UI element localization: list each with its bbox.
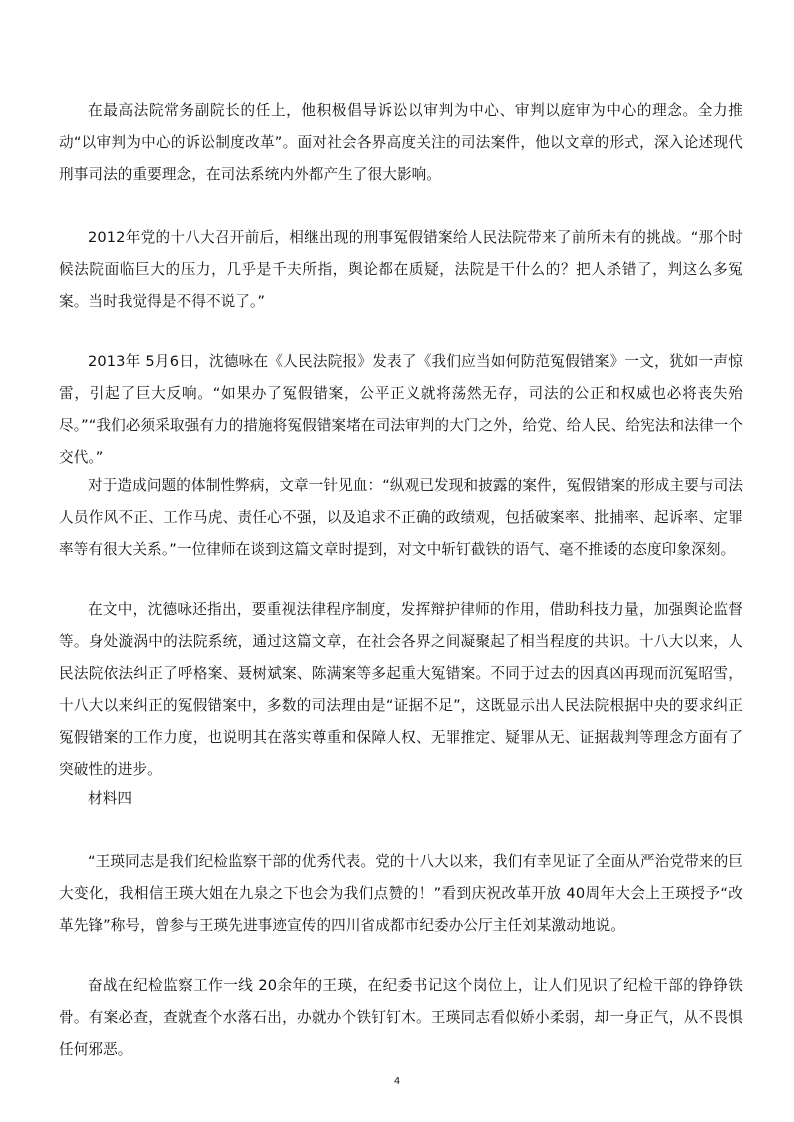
section-heading-material-four: 材料四 xyxy=(88,790,133,807)
paragraph-3: 2013年 5月6日，沈德咏在《人民法院报》发表了《我们应当如何防范冤假错案》一文，犹如一声惊雷，引起了巨大反响。“如果办了冤假错案，公平正义就将荡然无存，司法的公正和权威也必将丧失殆尽。”“我们必须采取强有力的措施将冤假错案堵在司法审判的大门之外，给党、给人民、给宪法和法律一个交代。” xyxy=(59,353,743,466)
paragraph-5: 在文中，沈德咏还指出，要重视法律程序制度，发挥辩护律师的作用，借助科技力量，加强舆论监督等。身处漩涡中的法院系统，通过这篇文章，在社会各界之间凝聚起了相当程度的共识。十八大以来，人民法院依法纠正了呼格案、聂树斌案、陈满案等多起重大冤错案。不同于过去的因真凶再现而沉冤昭雪，十八大以来纠正的冤假错案中，多数的司法理由是“证据不足”，这既显示出人民法院根据中央的要求纠正冤假错案的工作力度，也说明其在落实尊重和保障人权、无罪推定、疑罪从无、证据裁判等理念方面有了突破性的进步。 xyxy=(59,601,743,778)
paragraph-7: 奋战在纪检监察工作一线 20余年的王瑛，在纪委书记这个岗位上，让人们见识了纪检干部的铮铮铁骨。有案必查，查就查个水落石出，办就办个铁钉钉木。王瑛同志看似娇小柔弱，却一身正气，从不畏惧任何邪恶。 xyxy=(59,977,743,1058)
page-number: 4 xyxy=(393,1076,401,1087)
paragraph-6: “王瑛同志是我们纪检监察干部的优秀代表。党的十八大以来，我们有幸见证了全面从严治党带来的巨大变化，我相信王瑛大姐在九泉之下也会为我们点赞的！”看到庆祝改革开放 40周年大会上王瑛授予“改革先锋”称号，曾参与王瑛先进事迹宣传的四川省成都市纪委办公厅主任刘某激动地说。 xyxy=(59,853,743,934)
paragraph-4: 对于造成问题的体制性弊病，文章一针见血：“纵观已发现和披露的案件，冤假错案的形成主要与司法人员作风不正、工作马虎、责任心不强，以及追求不正确的政绩观，包括破案率、批捕率、起诉率、定罪率等有很大关系。”一位律师在谈到这篇文章时提到，对文中斩钉截铁的语气、毫不推诿的态度印象深刻。 xyxy=(59,477,743,558)
paragraph-2: 2012年党的十八大召开前后，相继出现的刑事冤假错案给人民法院带来了前所未有的挑战。“那个时候法院面临巨大的压力，几乎是千夫所指，舆论都在质疑，法院是干什么的？把人杀错了，判这么多冤案。当时我觉得是不得不说了。” xyxy=(59,229,743,310)
paragraph-1: 在最高法院常务副院长的任上，他积极倡导诉讼以审判为中心、审判以庭审为中心的理念。全力推动“以审判为中心的诉讼制度改革”。面对社会各界高度关注的司法案件，他以文章的形式，深入论述现代刑事司法的重要理念，在司法系统内外都产生了很大影响。 xyxy=(59,102,743,183)
